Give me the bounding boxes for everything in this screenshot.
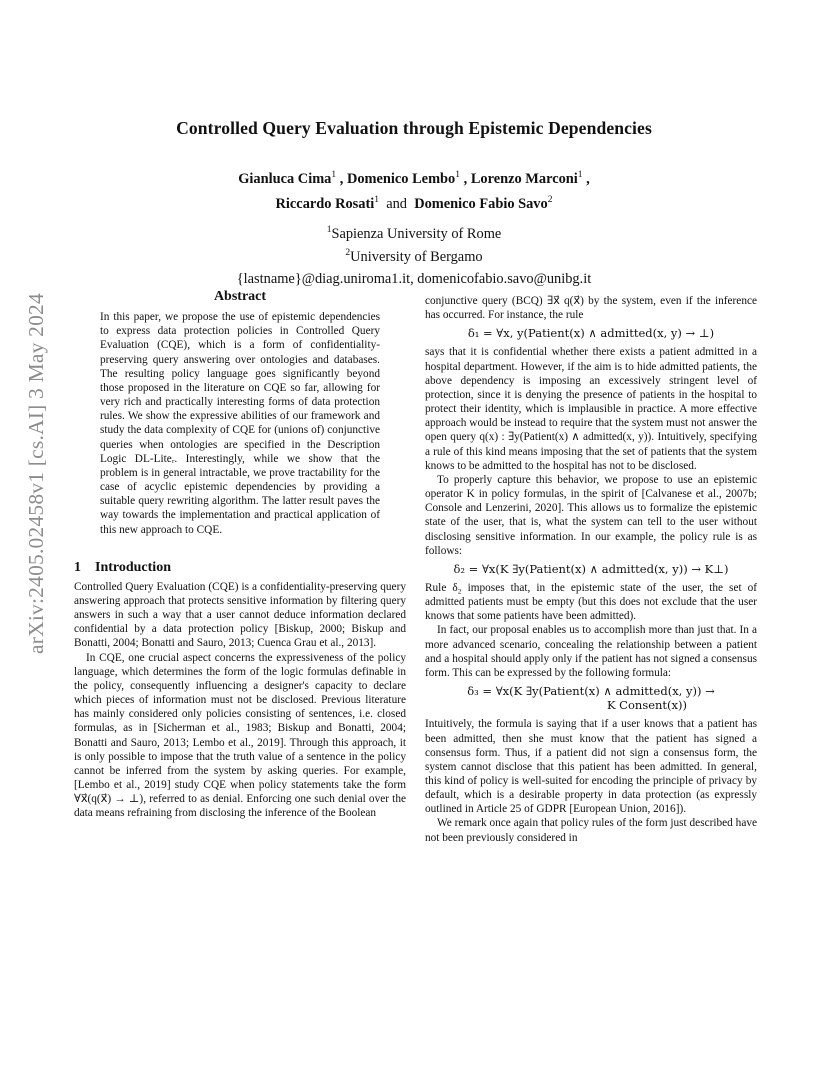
affiliation-marker: 2: [547, 194, 553, 205]
affiliations: [0, 221, 828, 268]
author-emails: {lastname}@diag.uniroma1.it, domenicofabio.savo@unibg.it: [236, 271, 592, 288]
formula-line: K Consent(x)): [606, 698, 687, 713]
paragraph: To properly capture this behavior, we propose to use an epistemic operator K in policy formulas, in the spirit of [Calvanese et al., 2007b; Console and Lenzerini, 2020]. This allows us to formalize the epistemic state of the user, that is, what the system can tell to the user without disclosing sensitive information. In our example, the policy rule is as follows:: [425, 473, 757, 557]
section-number: 1: [74, 559, 81, 575]
paragraph: We remark once again that policy rules of the form just described have not been previously considered in: [425, 817, 757, 844]
affiliation-marker: 1: [455, 170, 461, 180]
paragraph: In CQE, one crucial aspect concerns the expressiveness of the policy language, which determines the form of the logic formulas definable in the policy, consequently influencing a designer's capacity to declare which pieces of information must not be disclosed. Previous literature has mainly considered only policies consisting of sentences, i.e. closed formulas, as in [Sicherman et al., 1983; Biskup and Bonatti, 2004; Bonatti and Sauro, 2013; Lembo et al., 2019]. Through this approach, it is only possible to impose that the truth value of a sentence in the policy cannot be inferred from the system by asking queries. For example, [Lembo et al., 2019] study CQE when policy statements take the form ∀x⃗(q(x⃗) → ⊥), referred to as denial. Enforcing one such denial over the data means refraining from disclosing the inference of the Boolean: [74, 651, 406, 820]
right-column: [425, 294, 757, 845]
paragraph: conjunctive query (BCQ) ∃x⃗ q(x⃗) by the system, even if the inference has occurred. For instance, the rule: [425, 295, 757, 322]
author-line-2: [0, 190, 828, 215]
paragraph: In fact, our proposal enables us to accomplish more than just that. In a more advanced scenario, concealing the relationship between a patient and a hospital should apply only if the patient has not signed a consensus form. This can be expressed by the following formula:: [425, 624, 757, 679]
left-column: [74, 290, 406, 820]
author-name: Lorenzo Marconi: [470, 170, 578, 187]
affiliation-marker: 1: [577, 170, 583, 180]
and-word: and: [386, 195, 407, 212]
section-heading: [74, 561, 406, 575]
paragraph: Intuitively, the formula is saying that if a user knows that a patient has been admitted, then she must know that the patient has signed a consensus form. Thus, if a patient did not sign a consensus form, the system cannot disclose that this patient has been admitted. In general, this kind of policy is well-suited for encoding the principle of privacy by default, which is a desirable property in data protection (as expressly outlined in Article 25 of GDPR [European Union, 2016]).: [425, 718, 757, 816]
abstract-text: In this paper, we propose the use of epistemic dependencies to express data protection policies in Controlled Query Evaluation (CQE), which is a form of confidentiality-preserving query answering over ontologies and databases. The resulting policy language goes significantly beyond those proposed in the literature on CQE so far, allowing for very rich and practically interesting forms of data protection rules. We show the expressive abilities of our framework and study the data complexity of CQE for (unions of) conjunctive queries when ontologies are specified in the Description Logic DL-Liteᵣ. Interestingly, while we show that the problem is in general intractable, we prove tractability for the case of acyclic epistemic dependencies by providing a suitable query rewriting algorithm. The latter result paves the way towards the implementation and practical application of this new approach to CQE.: [100, 311, 380, 536]
paper-header: [0, 118, 828, 288]
arxiv-identifier: arXiv:2405.02458v1 [cs.AI] 3 May 2024: [23, 292, 48, 654]
affiliation-marker: 1: [374, 194, 379, 205]
affiliation-2: $^2$University of Bergamo: [345, 247, 483, 265]
formula-line: δ₃ = ∀x(K ∃y(Patient(x) ∧ admitted(x, y)) →: [467, 684, 715, 699]
section-title: Introduction: [95, 559, 171, 575]
abstract-heading: Abstract: [213, 289, 267, 304]
paragraph: says that it is confidential whether there exists a patient admitted in a hospital department. However, if the aim is to hide admitted patients, the above dependency is imposing an excessively stringent level of protection, since it is denying the presence of patients in the hospital to protect their identity, which is implausible in practice. A more effective approach would be instead to require that the system must not answer the open query q(x) : ∃y(Patient(x) ∧ admitted(x, y)). Intuitively, specifying a rule of this kind means imposing that the set of patients that the system knows to be admitted to the hospital has not to be disclosed.: [425, 346, 757, 472]
formula-delta-3: [425, 684, 757, 712]
formula-delta-2: δ₂ = ∀x(K ∃y(Patient(x) ∧ admitted(x, y)) → K⊥): [453, 561, 729, 576]
arxiv-stamp: [22, 268, 50, 678]
formula-delta-1: δ₁ = ∀x, y(Patient(x) ∧ admitted(x, y) → ⊥): [467, 326, 715, 341]
paragraph: Controlled Query Evaluation (CQE) is a confidentiality-preserving query answering approach that protects sensitive information by filtering query answers in such a way that a user cannot deduce information declared confidential by a data protection policy [Biskup, 2000; Biskup and Bonatti, 2004; Bonatti and Sauro, 2013; Cuenca Grau et al., 2013].: [74, 580, 406, 650]
author-name: Domenico Fabio Savo: [414, 195, 548, 212]
author-list: [0, 165, 828, 215]
author-line-1: Gianluca Cima$^1$ , Domenico Lembo$^1$ , Lorenzo Marconi$^1$ ,: [238, 170, 590, 187]
affiliation-1: $^1$Sapienza University of Rome: [326, 224, 502, 242]
author-name: Riccardo Rosati: [275, 195, 375, 212]
author-name: Domenico Lembo: [346, 170, 456, 187]
paragraph: Rule δ₂ imposes that, in the epistemic state of the user, the set of admitted patients must be empty (but this does not exclude that the user knows that some patients have been admitted).: [425, 581, 757, 623]
affiliation-marker: 1: [331, 170, 337, 180]
author-name: Gianluca Cima: [238, 170, 332, 187]
paper-title: Controlled Query Evaluation through Epistemic Dependencies: [176, 118, 652, 138]
